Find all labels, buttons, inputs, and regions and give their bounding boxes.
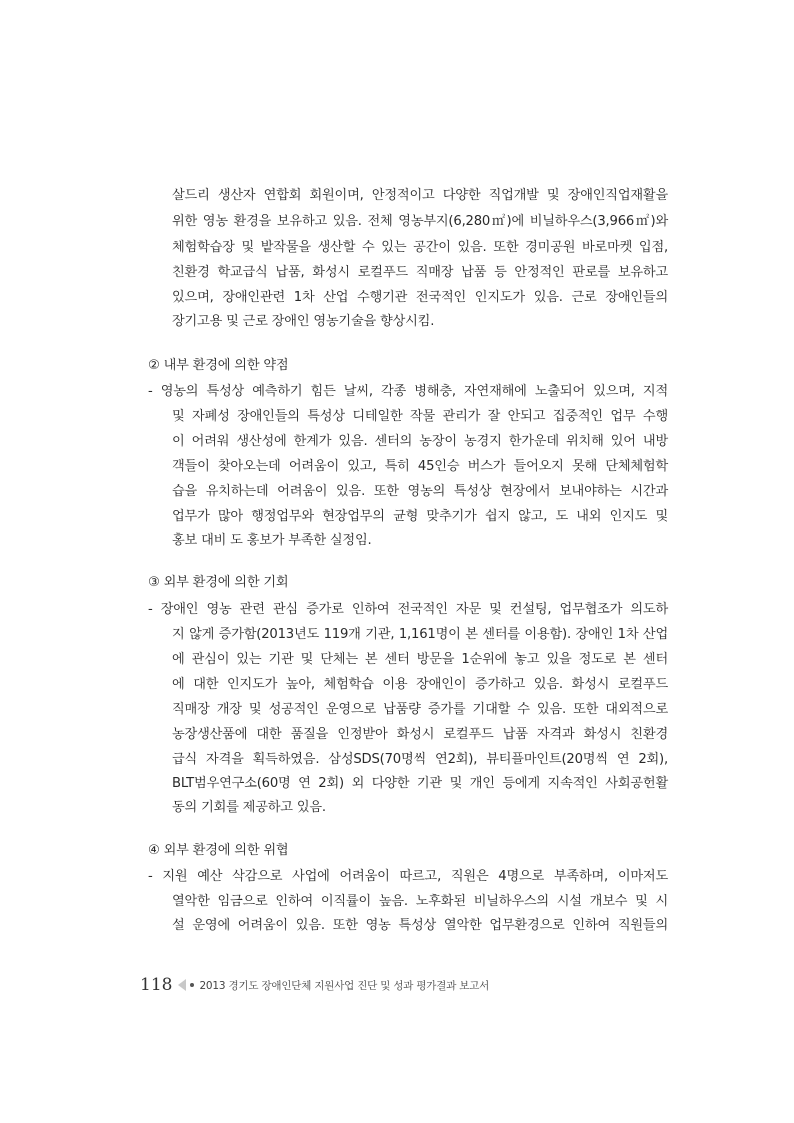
paragraph-line: 홍보 대비 도 홍보가 부족한 실정임.: [172, 533, 372, 548]
paragraph-line: - 장애인 영농 관련 관심 증가로 인하여 전국적인 자문 및 컨설팅, 업무협조가 의도하: [148, 602, 668, 617]
paragraph-line: 업무가 많아 행정업무와 현장업무의 균형 맞추기가 쉽지 않고, 도 내외 인지도 및: [172, 509, 668, 524]
paragraph-line: 설 운영에 어려움이 있음. 또한 영농 특성상 열악한 업무환경으로 인하여 직원들의: [172, 918, 668, 933]
paragraph-line: 직매장 개장 및 성공적인 운영으로 납품량 증가를 기대할 수 있음. 또한 대외적으로: [172, 702, 668, 717]
paragraph-line: - 지원 예산 삭감으로 사업에 어려움이 따르고, 직원은 4명으로 부족하며, 이마저도: [148, 869, 668, 884]
paragraph-line: 위한 영농 환경을 보유하고 있음. 전체 영농부지(6,280㎡)에 비닐하우스(3,966㎡)와: [172, 214, 668, 229]
arrow-left-icon: [178, 979, 186, 991]
paragraph-line: 농장생산품에 대한 품질을 인정받아 화성시 로컬푸드 납품 자격과 화성시 친환경: [172, 727, 668, 742]
paragraph-line: 체험학습장 및 밭작물을 생산할 수 있는 공간이 있음. 또한 경미공원 바로마켓 입점,: [172, 240, 668, 255]
paragraph-line: 살드리 생산자 연합회 회원이며, 안정적이고 다양한 직업개발 및 장애인직업재활을: [172, 188, 668, 203]
paragraph-line: 급식 자격을 획득하였음. 삼성SDS(70명씩 연2회), 뷰티플마인트(20명씩 연 2회),: [172, 752, 668, 767]
page-footer: [140, 974, 489, 996]
paragraph-line: 에 관심이 있는 기관 및 단체는 본 센터 방문을 1순위에 놓고 있을 정도로 본 센터: [172, 652, 668, 667]
report-title: 2013 경기도 장애인단체 지원사업 진단 및 성과 평가결과 보고서: [199, 979, 490, 992]
paragraph-line: 에 대한 인지도가 높아, 체험학습 이용 장애인이 증가하고 있음. 화성시 로컬푸드: [172, 677, 668, 692]
paragraph-line: 이 어려워 생산성에 한계가 있음. 센터의 농장이 농경지 한가운데 위치해 있어 내방: [172, 434, 668, 449]
paragraph-line: 습을 유치하는데 어려움이 있음. 또한 영농의 특성상 현장에서 보내야하는 시간과: [172, 484, 668, 499]
paragraph-line: 동의 기회를 제공하고 있음.: [172, 800, 326, 815]
paragraph-line: 있으며, 장애인관련 1차 산업 수행기관 전국적인 인지도가 있음. 근로 장애인들의: [172, 290, 668, 305]
paragraph-line: 지 않게 증가함(2013년도 119개 기관, 1,161명이 본 센터를 이용함). 장애인 1차 산업: [172, 627, 668, 642]
paragraph-line: - 영농의 특성상 예측하기 힘든 날씨, 각종 병해충, 자연재해에 노출되어 있으며, 지적: [148, 384, 668, 399]
paragraph-line: 및 자폐성 장애인들의 특성상 디테일한 작물 관리가 잘 안되고 집중적인 업무 수행: [172, 409, 668, 424]
paragraph-line: 친환경 학교급식 납품, 화성시 로컬푸드 직매장 납품 등 안정적인 판로를 보유하고: [172, 265, 668, 280]
section-heading: ④ 외부 환경에 의한 위협: [148, 843, 289, 858]
section-heading: ③ 외부 환경에 의한 기회: [148, 575, 289, 590]
bullet-dot-icon: [190, 983, 194, 987]
paragraph-line: 객들이 찾아오는데 어려움이 있고, 특히 45인승 버스가 들어오지 못해 단체체험학: [172, 459, 668, 474]
section-heading: ② 내부 환경에 의한 약점: [148, 358, 289, 373]
page-number: 118: [140, 975, 173, 995]
paragraph-line: 열악한 임금으로 인하여 이직률이 높음. 노후화된 비닐하우스의 시설 개보수 및 시: [172, 894, 668, 909]
paragraph-line: BLT범우연구소(60명 연 2회) 외 다양한 기관 및 개인 등에게 지속적인 사회공헌활: [172, 776, 668, 791]
paragraph-line: 장기고용 및 근로 장애인 영농기술을 향상시킴.: [172, 314, 435, 329]
